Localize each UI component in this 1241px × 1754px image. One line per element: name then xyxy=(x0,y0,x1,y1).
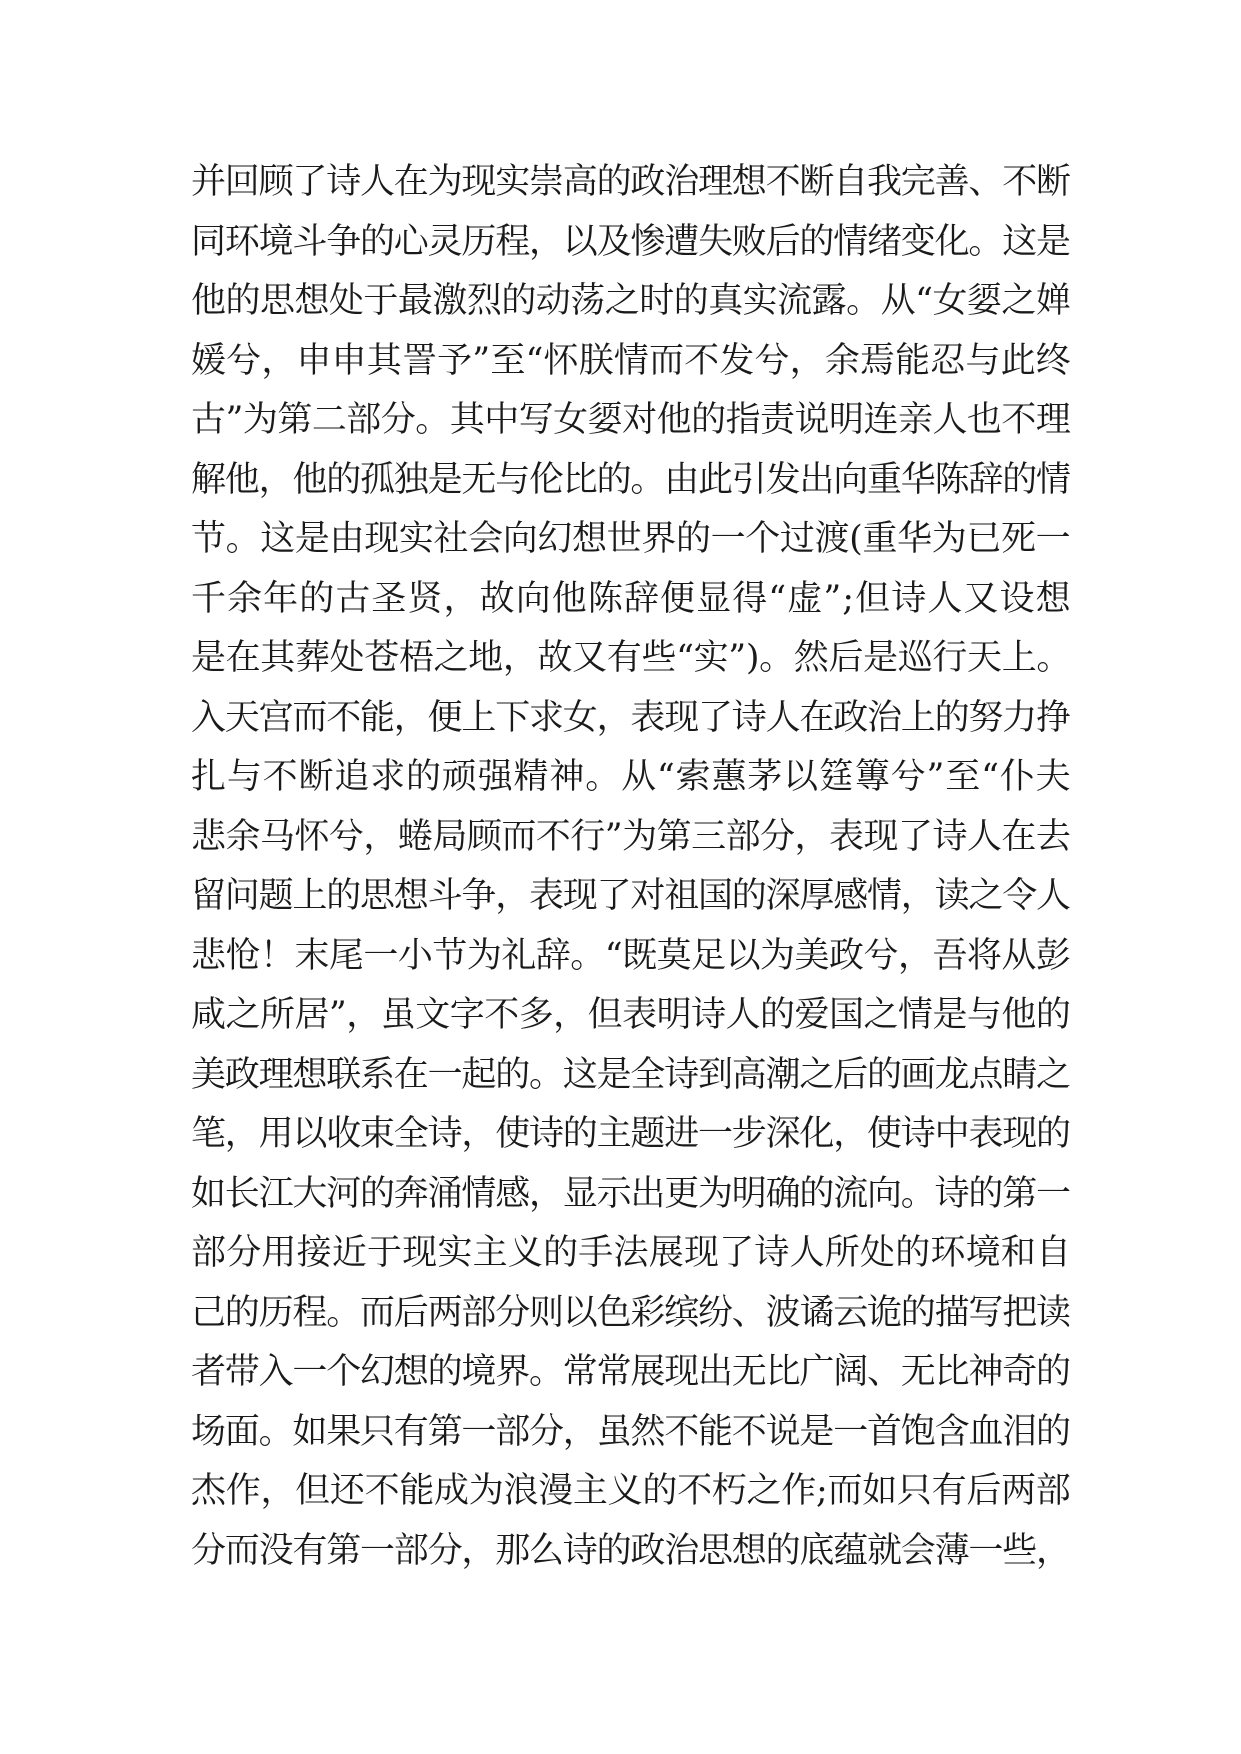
text-line-24: 分而没有第一部分，那么诗的政治思想的底蕴就会薄一些， xyxy=(191,1530,1070,1571)
text-line-13: 留问题上的思想斗争，表现了对祖国的深厚感情，读之令人 xyxy=(191,876,1070,916)
text-line-23: 杰作，但还不能成为浪漫主义的不朽之作;而如只有后两部 xyxy=(191,1471,1071,1511)
text-line-9: 是在其葬处苍梧之地，故又有些“实”)。然后是巡行天上。 xyxy=(191,638,1071,678)
text-line-20: 己的历程。而后两部分则以色彩缤纷、波谲云诡的描写把读 xyxy=(191,1292,1070,1333)
text-line-2: 同环境斗争的心灵历程，以及惨遭失败后的情绪变化。这是 xyxy=(191,221,1070,262)
text-line-3: 他的思想处于最激烈的动荡之时的真实流露。从“女媭之婵 xyxy=(191,281,1071,321)
text-line-21: 者带入一个幻想的境界。常常展现出无比广阔、无比神奇的 xyxy=(191,1352,1070,1392)
text-line-18: 如长江大河的奔涌情感，显示出更为明确的流向。诗的第一 xyxy=(191,1173,1070,1214)
text-line-15: 咸之所居”，虽文字不多，但表明诗人的爱国之情是与他的 xyxy=(191,995,1071,1035)
text-line-12: 悲余马怀兮，蜷局顾而不行”为第三部分，表现了诗人在去 xyxy=(191,816,1071,857)
text-line-11: 扎与不断追求的顽强精神。从“索蕙茅以筳篿兮”至“仆夫 xyxy=(191,757,1072,797)
text-line-5: 古”为第二部分。其中写女媭对他的指责说明连亲人也不理 xyxy=(191,400,1071,440)
text-line-14: 悲怆！末尾一小节为礼辞。“既莫足以为美政兮，吾将从彭 xyxy=(191,935,1071,976)
text-line-17: 笔，用以收束全诗，使诗的主题进一步深化，使诗中表现的 xyxy=(191,1114,1070,1154)
text-line-4: 媛兮，申申其詈予”至“怀朕情而不发兮，余焉能忍与此终 xyxy=(191,340,1071,381)
text-line-6: 解他，他的孤独是无与伦比的。由此引发出向重华陈辞的情 xyxy=(191,459,1070,500)
text-line-22: 场面。如果只有第一部分，虽然不能不说是一首饱含血泪的 xyxy=(191,1411,1070,1452)
body-text xyxy=(191,153,1071,1581)
text-line-16: 美政理想联系在一起的。这是全诗到高潮之后的画龙点睛之 xyxy=(191,1054,1070,1095)
text-line-10: 入天宫而不能，便上下求女，表现了诗人在政治上的努力挣 xyxy=(191,697,1070,738)
text-line-7: 节。这是由现实社会向幻想世界的一个过渡(重华为已死一 xyxy=(191,519,1071,559)
text-line-1: 并回顾了诗人在为现实崇高的政治理想不断自我完善、不断 xyxy=(191,162,1070,202)
text-line-8: 千余年的古圣贤，故向他陈辞便显得“虚”;但诗人又设想 xyxy=(191,578,1072,619)
text-line-19: 部分用接近于现实主义的手法展现了诗人所处的环境和自 xyxy=(191,1233,1072,1273)
